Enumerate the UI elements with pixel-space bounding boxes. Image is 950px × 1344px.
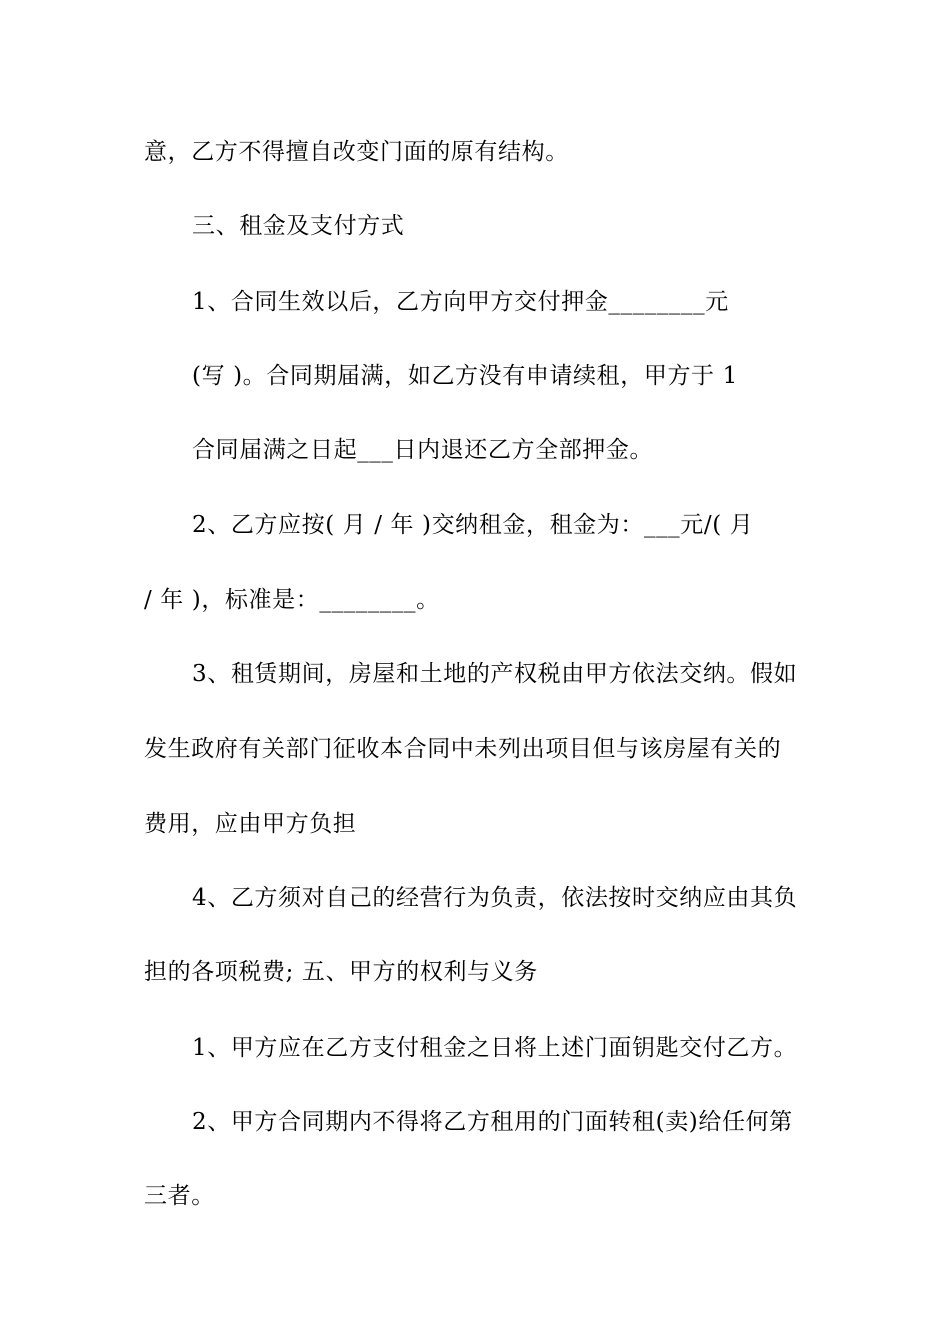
section-heading-rent: 三、租金及支付方式 <box>192 213 405 239</box>
text-line-6: 2、乙方应按( 月 / 年 )交纳租金，租金为：___元/( 月 <box>192 512 754 538</box>
text-line-5: 合同届满之日起___日内退还乙方全部押金。 <box>192 437 654 463</box>
text-line-10: 费用，应由甲方负担 <box>144 811 357 837</box>
text-line-11: 4、乙方须对自己的经营行为负责，依法按时交纳应由其负 <box>192 885 798 911</box>
text-line-7: / 年 )，标准是：________。 <box>144 587 440 613</box>
text-line-15: 三者。 <box>144 1183 215 1209</box>
text-line-1: 意，乙方不得擅自改变门面的原有结构。 <box>144 139 569 165</box>
text-line-13: 1、甲方应在乙方支付租金之日将上述门面钥匙交付乙方。 <box>192 1035 798 1061</box>
text-line-4: (写 )。合同期届满，如乙方没有申请续租，甲方于 1 <box>192 363 738 389</box>
text-line-8: 3、租赁期间，房屋和土地的产权税由甲方依法交纳。假如 <box>192 661 798 687</box>
text-line-9: 发生政府有关部门征收本合同中未列出项目但与该房屋有关的 <box>144 736 782 762</box>
text-line-12: 担的各项税费; 五、甲方的权利与义务 <box>144 959 538 985</box>
text-line-14: 2、甲方合同期内不得将乙方租用的门面转租(卖)给任何第 <box>192 1109 793 1135</box>
text-line-3: 1、合同生效以后，乙方向甲方交付押金________元 <box>192 289 729 315</box>
